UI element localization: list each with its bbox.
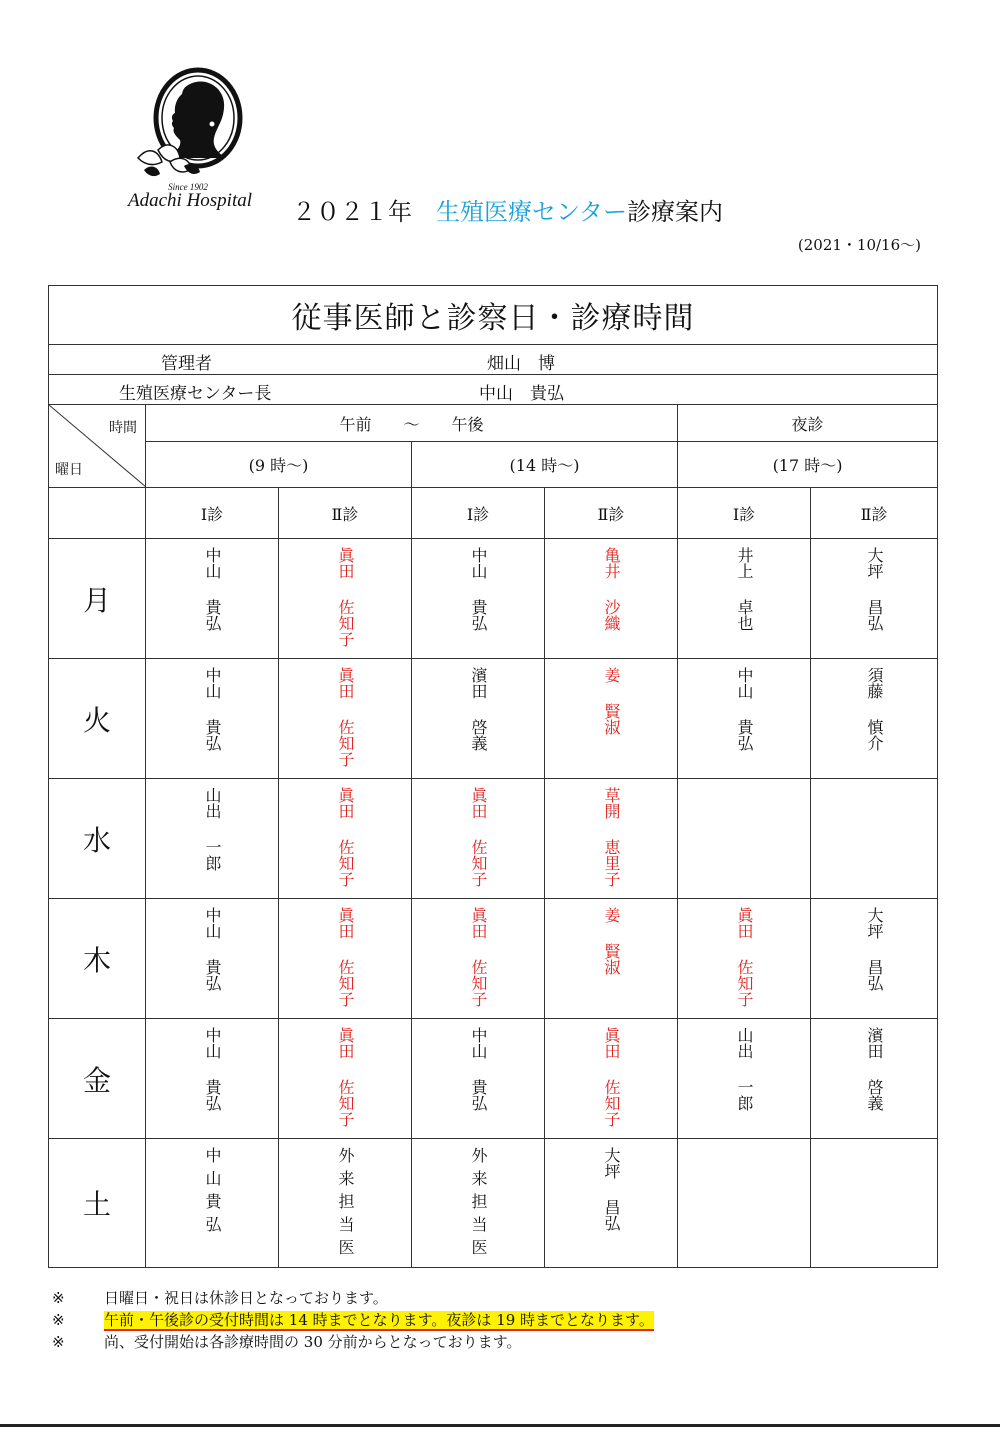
- doctor-cell: [678, 539, 811, 659]
- note-text: 尚、受付開始は各診療時間の 30 分前からとなっております。: [104, 1333, 522, 1351]
- name-gap: [335, 704, 355, 719]
- doctor-given-name: 啓義: [865, 1079, 885, 1111]
- doctor-name: [202, 779, 222, 876]
- doctor-surname: 眞田: [336, 667, 355, 699]
- doctor-cell: [811, 659, 938, 779]
- doctor-name: [335, 539, 355, 652]
- notes: [52, 1287, 654, 1353]
- doctor-surname: 中山: [469, 1027, 488, 1059]
- session-cell: Ⅱ診: [279, 488, 412, 539]
- page-title: [292, 192, 723, 227]
- doctor-surname: 須藤: [865, 667, 885, 699]
- doctor-cell: [146, 539, 279, 659]
- name-gap: [468, 944, 488, 959]
- doctor-surname: 濱田: [865, 1027, 885, 1059]
- session-blank: [49, 488, 146, 539]
- time-cell: (14 時〜): [412, 442, 678, 488]
- doctor-cell: [279, 539, 412, 659]
- doctor-given-name: 一郎: [735, 1079, 754, 1111]
- name-gap: [601, 824, 621, 839]
- doctor-name: [202, 1139, 222, 1244]
- doctor-cell: [678, 899, 811, 1019]
- caption-row: [49, 286, 938, 345]
- doctor-name: [601, 539, 621, 636]
- doctor-name: [734, 1019, 754, 1116]
- doctor-name: [468, 899, 488, 1012]
- corner-cell: [49, 405, 146, 488]
- name-gap: [734, 944, 754, 959]
- doctor-cell: [412, 1019, 545, 1139]
- time-cell: (17 時〜): [678, 442, 938, 488]
- doctor-given-name: 貴弘: [203, 1079, 222, 1111]
- name-gap: [202, 944, 222, 959]
- title-highlight: 生殖医療センター: [436, 198, 628, 226]
- info-value: 畑山 博: [487, 354, 555, 374]
- doctor-given-name: 貴弘: [469, 599, 488, 631]
- doctor-cell: [412, 779, 545, 899]
- doctor-given-name: 貴弘: [203, 719, 222, 751]
- doctor-given-name: 佐知子: [469, 959, 488, 1007]
- doctor-given-name: 佐知子: [336, 599, 355, 647]
- note-mark: ※: [52, 1289, 65, 1307]
- note-text: 午前・午後診の受付時間は 14 時までとなります。夜診は 19 時までとなります。: [104, 1311, 654, 1329]
- doctor-given-name: 貴弘: [735, 719, 754, 751]
- name-gap: [335, 1064, 355, 1079]
- name-gap: [864, 944, 884, 959]
- doctor-cell: [412, 539, 545, 659]
- doctor-surname: 山出: [735, 1027, 754, 1059]
- corner-time: 時間: [109, 420, 137, 436]
- doctor-surname: 眞田: [469, 787, 488, 819]
- doctor-surname: 中山: [203, 547, 222, 579]
- note-row: [52, 1309, 654, 1331]
- day-cell: 水: [49, 779, 146, 899]
- doctor-name: [734, 539, 754, 636]
- doctor-surname: 中山: [735, 667, 754, 699]
- doctor-surname: 眞田: [336, 1027, 355, 1059]
- doctor-cell: [545, 539, 678, 659]
- doctor-surname: 中山: [203, 667, 222, 699]
- day-row: [49, 779, 938, 899]
- day-row: [49, 539, 938, 659]
- doctor-given-name: 昌弘: [602, 1199, 621, 1231]
- doctor-given-name: 貴弘: [203, 599, 222, 631]
- doctor-given-name: 佐知子: [336, 839, 355, 887]
- doctor-cell: [146, 659, 279, 779]
- doctor-name: [468, 539, 488, 636]
- effective-date: (2021・10/16〜): [797, 236, 921, 254]
- doctor-cell: [279, 1139, 412, 1268]
- name-gap: [734, 584, 754, 599]
- note-mark: ※: [52, 1333, 65, 1351]
- doctor-name: [734, 659, 754, 756]
- doctor-cell: [545, 779, 678, 899]
- doctor-surname: 大坪: [865, 547, 885, 579]
- session-cell: Ⅱ診: [545, 488, 678, 539]
- doctor-cell: [811, 1019, 938, 1139]
- name-gap: [734, 704, 754, 719]
- doctor-name: [468, 1019, 488, 1116]
- day-cell: 金: [49, 1019, 146, 1139]
- doctor-cell: [678, 1019, 811, 1139]
- info-row: [49, 375, 938, 405]
- doctor-cell: [146, 779, 279, 899]
- doctor-name: [601, 779, 621, 892]
- doctor-cell: [811, 539, 938, 659]
- name-gap: [468, 1064, 488, 1079]
- session-cell: Ⅰ診: [412, 488, 545, 539]
- name-gap: [864, 1064, 884, 1079]
- doctor-given-name: 沙織: [602, 599, 621, 631]
- hospital-logo: [128, 66, 268, 216]
- cameo-logo-icon: [128, 66, 248, 184]
- name-gap: [601, 928, 621, 943]
- doctor-surname: 眞田: [336, 547, 355, 579]
- name-gap: [335, 824, 355, 839]
- name-gap: [601, 584, 621, 599]
- info-label: 生殖医療センター長: [119, 384, 272, 404]
- schedule-body: [49, 286, 938, 1268]
- period-row: [49, 405, 938, 442]
- doctor-name: [468, 1139, 488, 1267]
- doctor-cell: [545, 1139, 678, 1268]
- info-cell: [49, 345, 938, 375]
- doctor-surname: 亀井: [602, 547, 621, 579]
- session-cell: Ⅱ診: [811, 488, 938, 539]
- doctor-cell: [678, 1139, 811, 1268]
- time-row: [49, 442, 938, 488]
- doctor-given-name: 佐知子: [602, 1079, 621, 1127]
- name-gap: [734, 1064, 754, 1079]
- logo-since: Since 1902: [168, 182, 208, 192]
- day-cell: 土: [49, 1139, 146, 1268]
- doctor-name: [335, 1019, 355, 1132]
- doctor-surname: 山出: [203, 787, 222, 819]
- doctor-surname: 外来担当医: [336, 1147, 355, 1262]
- doctor-given-name: 昌弘: [865, 959, 885, 991]
- doctor-cell: [412, 1139, 545, 1268]
- name-gap: [468, 824, 488, 839]
- schedule-table: [48, 285, 938, 1268]
- doctor-surname: 中山貴弘: [203, 1147, 222, 1239]
- note-mark: ※: [52, 1311, 65, 1329]
- session-cell: Ⅰ診: [678, 488, 811, 539]
- doctor-surname: 眞田: [469, 907, 488, 939]
- doctor-name: [335, 1139, 355, 1267]
- doctor-cell: [412, 899, 545, 1019]
- name-gap: [601, 1064, 621, 1079]
- doctor-name: [864, 1019, 884, 1116]
- doctor-surname: 眞田: [735, 907, 754, 939]
- doctor-name: [864, 899, 884, 996]
- note-text: 日曜日・祝日は休診日となっております。: [104, 1289, 388, 1307]
- doctor-surname: 大坪: [602, 1147, 621, 1179]
- note-row: [52, 1287, 654, 1309]
- doctor-name: [202, 899, 222, 996]
- doctor-cell: [279, 899, 412, 1019]
- doctor-cell: [279, 1019, 412, 1139]
- doctor-cell: [811, 1139, 938, 1268]
- doctor-cell: [279, 779, 412, 899]
- info-cell: [49, 375, 938, 405]
- period-night: 夜診: [678, 405, 938, 442]
- note-row: [52, 1331, 654, 1353]
- doctor-name: [202, 659, 222, 756]
- doctor-surname: 眞田: [336, 907, 355, 939]
- day-row: [49, 1019, 938, 1139]
- doctor-cell: [811, 899, 938, 1019]
- doctor-surname: 外来担当医: [469, 1147, 488, 1262]
- info-label: 管理者: [161, 354, 212, 374]
- doctor-given-name: 一郎: [203, 839, 222, 871]
- doctor-name: [335, 659, 355, 772]
- doctor-surname: 中山: [203, 907, 222, 939]
- doctor-given-name: 昌弘: [865, 599, 885, 631]
- name-gap: [202, 584, 222, 599]
- doctor-given-name: 佐知子: [336, 959, 355, 1007]
- doctor-name: [468, 659, 488, 756]
- title-prefix: ２０２１年: [292, 198, 436, 226]
- name-gap: [864, 584, 884, 599]
- doctor-cell: [678, 779, 811, 899]
- name-gap: [202, 704, 222, 719]
- bottom-rule: [0, 1424, 1000, 1427]
- session-row: [49, 488, 938, 539]
- doctor-surname: 大坪: [865, 907, 885, 939]
- doctor-given-name: 恵里子: [602, 839, 621, 887]
- name-gap: [202, 824, 222, 839]
- name-gap: [335, 944, 355, 959]
- doctor-cell: [279, 659, 412, 779]
- doctor-cell: [811, 779, 938, 899]
- doctor-cell: [545, 1019, 678, 1139]
- doctor-cell: [146, 899, 279, 1019]
- doctor-given-name: 賢淑: [602, 703, 621, 735]
- doctor-given-name: 佐知子: [336, 1079, 355, 1127]
- doctor-surname: 中山: [469, 547, 488, 579]
- info-value: 中山 貴弘: [479, 384, 564, 404]
- doctor-name: [601, 1139, 621, 1236]
- day-row: [49, 659, 938, 779]
- doctor-surname: 草開: [602, 787, 621, 819]
- session-cell: Ⅰ診: [146, 488, 279, 539]
- doctor-given-name: 慎介: [865, 719, 885, 751]
- name-gap: [864, 704, 884, 719]
- doctor-surname: 姜: [602, 907, 621, 923]
- doctor-given-name: 佐知子: [735, 959, 754, 1007]
- doctor-surname: 中山: [203, 1027, 222, 1059]
- day-cell: 木: [49, 899, 146, 1019]
- name-gap: [335, 584, 355, 599]
- doctor-name: [601, 1019, 621, 1132]
- name-gap: [202, 1064, 222, 1079]
- doctor-given-name: 啓義: [469, 719, 488, 751]
- doctor-given-name: 貴弘: [469, 1079, 488, 1111]
- doctor-name: [734, 899, 754, 1012]
- corner-day: 曜日: [55, 462, 83, 478]
- time-cell: (9 時〜): [146, 442, 412, 488]
- doctor-name: [601, 899, 621, 980]
- name-gap: [468, 704, 488, 719]
- day-cell: 火: [49, 659, 146, 779]
- doctor-name: [335, 779, 355, 892]
- doctor-given-name: 賢淑: [602, 943, 621, 975]
- day-row: [49, 899, 938, 1019]
- name-gap: [601, 688, 621, 703]
- doctor-cell: [412, 659, 545, 779]
- table-caption: 従事医師と診察日・診療時間: [49, 286, 938, 345]
- name-gap: [601, 1184, 621, 1199]
- doctor-given-name: 佐知子: [336, 719, 355, 767]
- doctor-given-name: 卓也: [735, 599, 754, 631]
- doctor-name: [864, 539, 884, 636]
- doctor-cell: [146, 1139, 279, 1268]
- doctor-name: [601, 659, 621, 740]
- day-cell: 月: [49, 539, 146, 659]
- doctor-surname: 眞田: [336, 787, 355, 819]
- schedule-table-wrap: [48, 285, 938, 1268]
- doctor-name: [864, 659, 884, 756]
- doctor-cell: [545, 899, 678, 1019]
- doctor-cell: [545, 659, 678, 779]
- doctor-surname: 姜: [602, 667, 621, 683]
- doctor-given-name: 佐知子: [469, 839, 488, 887]
- doctor-surname: 眞田: [602, 1027, 621, 1059]
- doctor-name: [202, 539, 222, 636]
- logo-name: Adachi Hospital: [128, 190, 253, 211]
- doctor-cell: [146, 1019, 279, 1139]
- doctor-name: [335, 899, 355, 1012]
- doctor-name: [202, 1019, 222, 1116]
- doctor-surname: 濱田: [469, 667, 488, 699]
- info-row: [49, 345, 938, 375]
- doctor-name: [468, 779, 488, 892]
- day-row: [49, 1139, 938, 1268]
- doctor-surname: 井上: [735, 547, 754, 579]
- name-gap: [468, 584, 488, 599]
- period-day: 午前 〜 午後: [146, 405, 678, 442]
- doctor-cell: [678, 659, 811, 779]
- title-suffix: 診療案内: [627, 198, 724, 226]
- doctor-given-name: 貴弘: [203, 959, 222, 991]
